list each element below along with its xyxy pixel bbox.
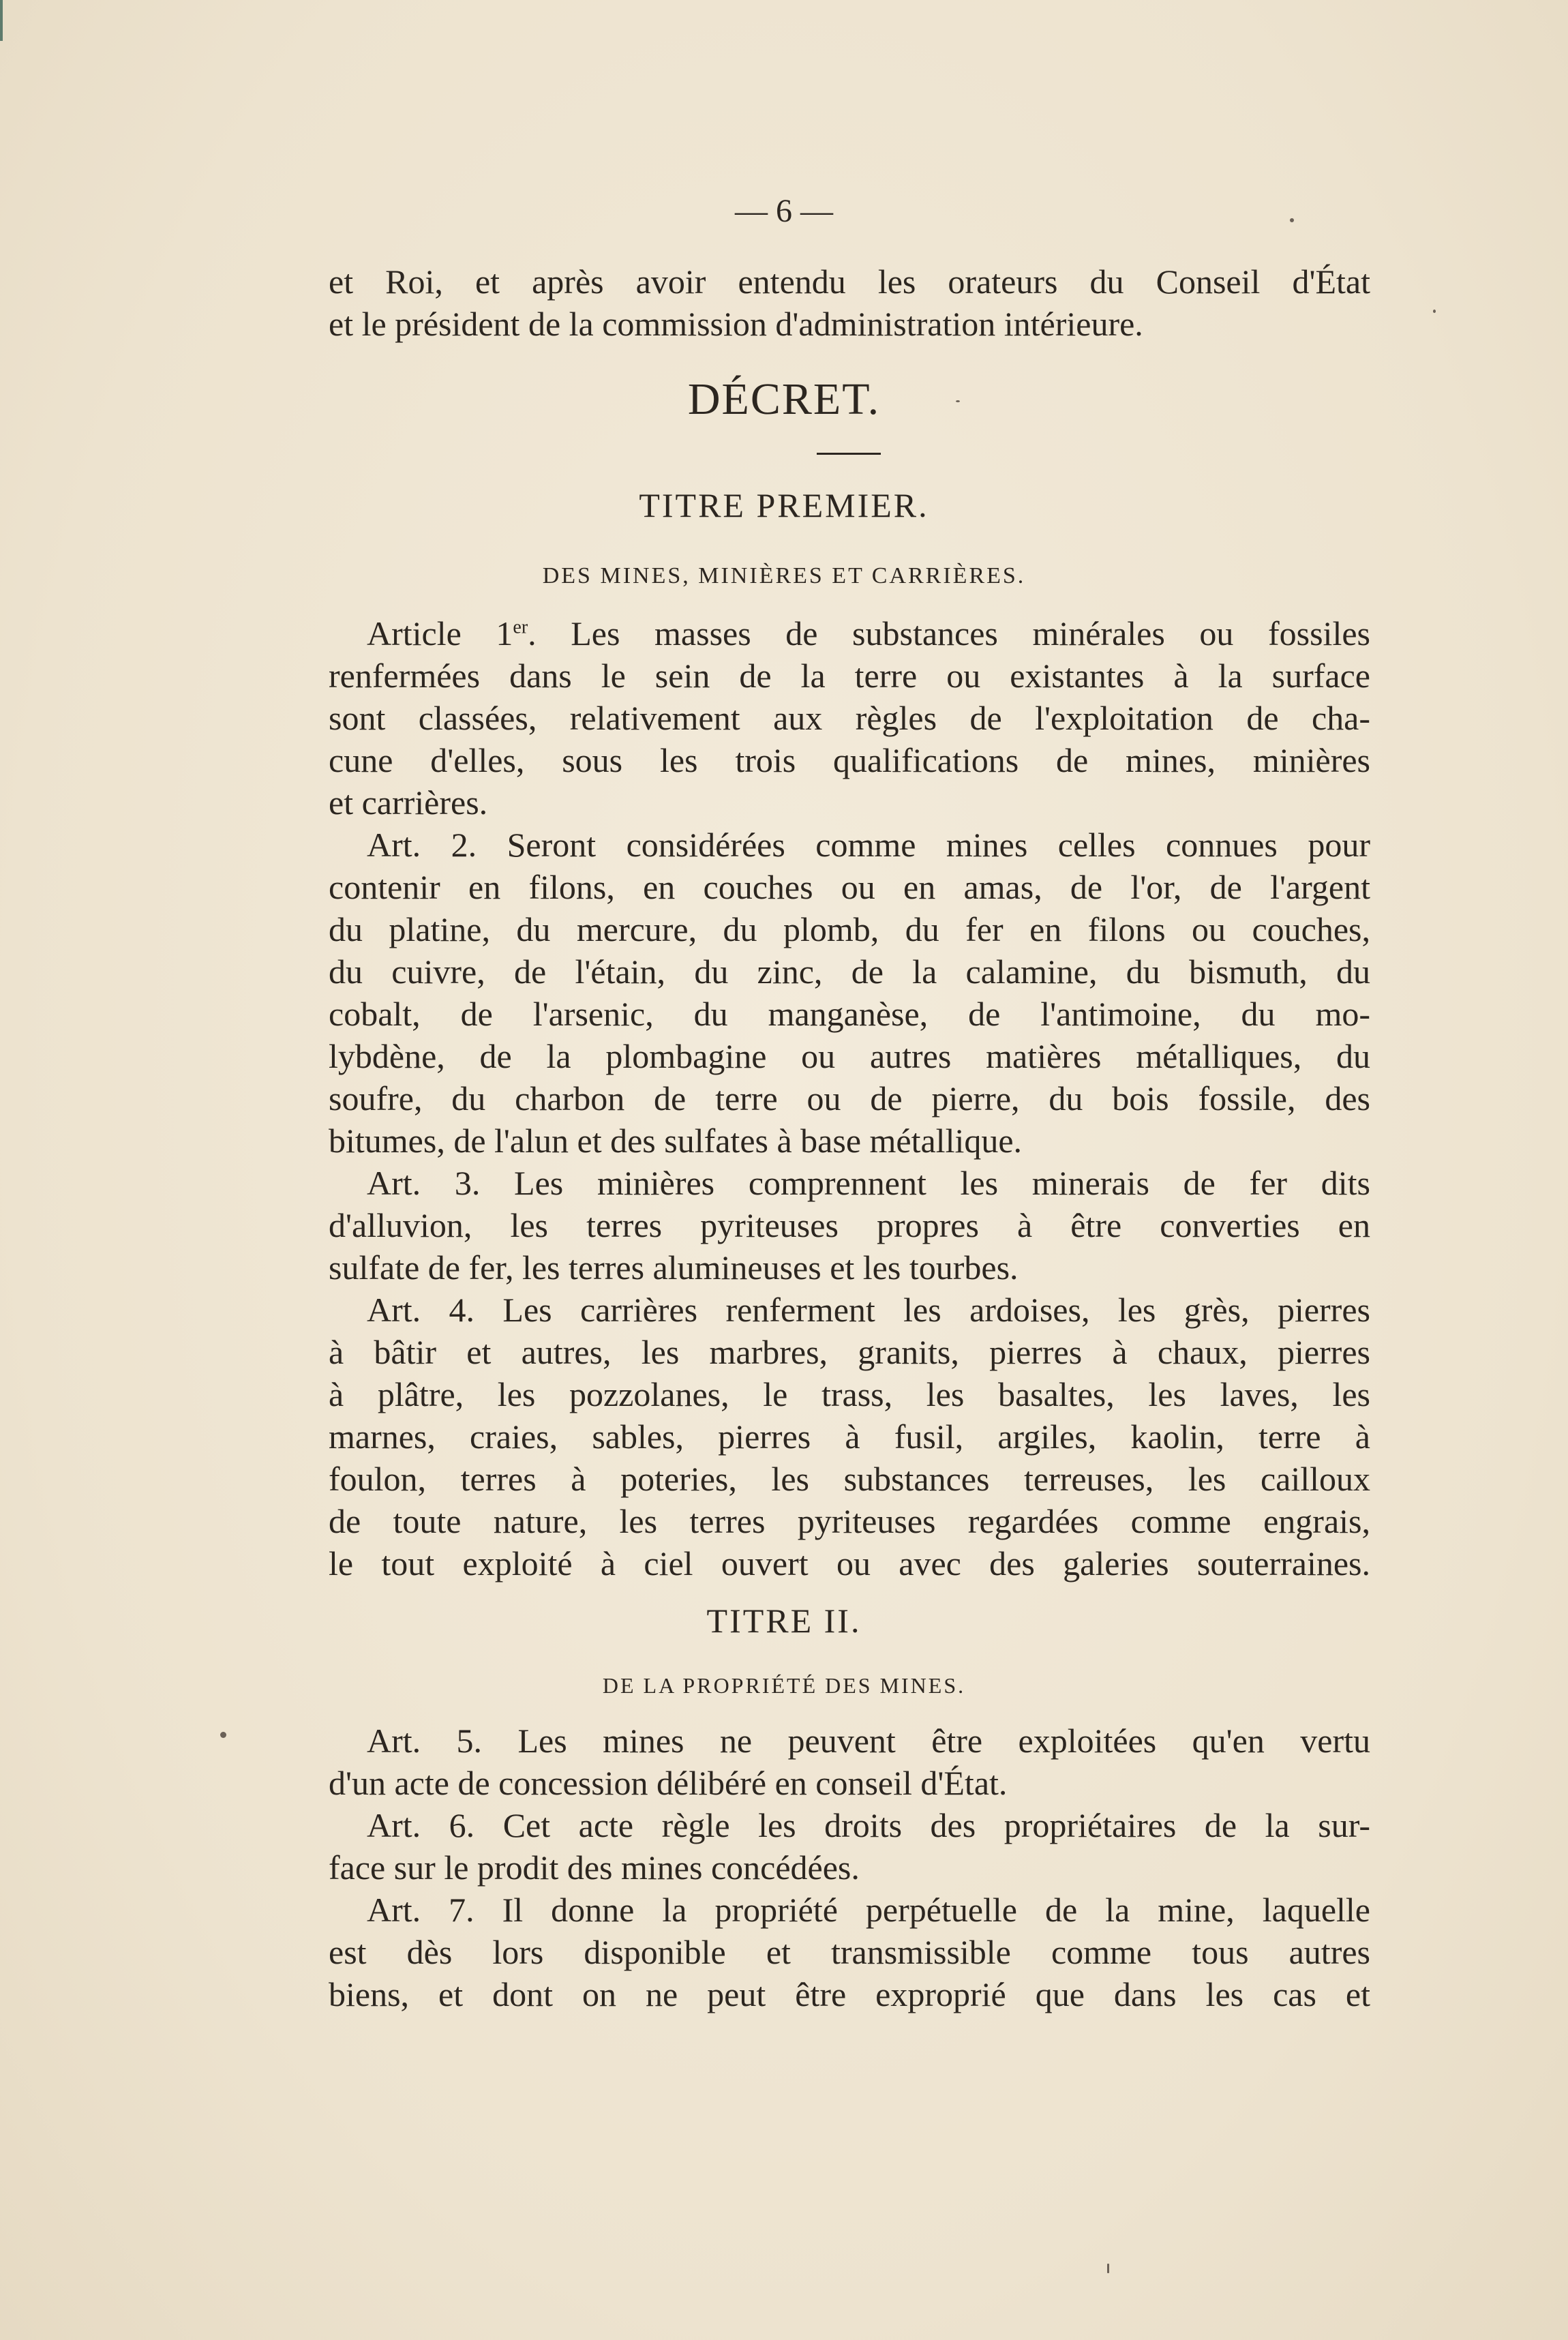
text-line: le tout exploité à ciel ouvert ou avec des galeries souterraines. [329, 1544, 1370, 1582]
paper-speck [1107, 2264, 1109, 2273]
intro-paragraph [329, 260, 1370, 345]
article-1-first-line-rest: . Les masses de substances minérales ou fossiles [528, 614, 1370, 652]
decree-heading: DÉCRET. [687, 374, 881, 424]
text-line: Art. 3. Les minières comprennent les minerais de fer dits [367, 1164, 1370, 1202]
text-line: Art. 5. Les mines ne peuvent être exploitées qu'en vertu [367, 1722, 1370, 1760]
paper-edge-mark [0, 0, 3, 41]
title-two-subheading: DE LA PROPRIÉTÉ DES MINES. [602, 1673, 966, 1698]
paper-speck [220, 1732, 226, 1738]
text-line: est dès lors disponible et transmissible comme tous autres [329, 1933, 1370, 1971]
text-line: foulon, terres à poteries, les substances terreuses, les cailloux [329, 1460, 1370, 1498]
text-line: à bâtir et autres, les marbres, granits, pierres à chaux, pierres [329, 1333, 1370, 1371]
text-line: sulfate de fer, les terres alumineuses et les tourbes. [329, 1248, 1019, 1287]
text-line: cune d'elles, sous les trois qualifications de mines, minières [329, 741, 1370, 779]
text-line: lybdène, de la plombagine ou autres matières métalliques, du [329, 1037, 1370, 1075]
text-line: de toute nature, les terres pyriteuses regardées comme engrais, [329, 1502, 1370, 1540]
text-line: cobalt, de l'arsenic, du manganèse, de l'antimoine, du mo- [329, 995, 1370, 1033]
heading-divider [817, 453, 881, 455]
text-line: renfermées dans le sein de la terre ou existantes à la surface [329, 657, 1370, 695]
text-line: sont classées, relativement aux règles de l'exploitation de cha- [329, 699, 1370, 737]
text-line: et Roi, et après avoir entendu les orateurs du Conseil d'État [329, 262, 1370, 301]
text-line: bitumes, de l'alun et des sulfates à base métallique. [329, 1122, 1023, 1160]
article-1-superscript: er [513, 616, 528, 638]
text-line: et carrières. [329, 783, 488, 822]
text-line: du platine, du mercure, du plomb, du fer en filons ou couches, [329, 910, 1370, 948]
text-line: Art. 7. Il donne la propriété perpétuelle de la mine, laquelle [367, 1891, 1370, 1929]
text-line: soufre, du charbon de terre ou de pierre, du bois fossile, des [329, 1079, 1370, 1118]
text-line: face sur le prodit des mines concédées. [329, 1848, 860, 1887]
text-line: biens, et dont on ne peut être exproprié que dans les cas et [329, 1975, 1370, 2013]
text-line: Art. 4. Les carrières renferment les ardoises, les grès, pierres [367, 1291, 1370, 1329]
title-two-heading: TITRE II. [706, 1602, 862, 1640]
text-line: contenir en filons, en couches ou en amas, de l'or, de l'argent [329, 868, 1370, 906]
articles-five-to-seven [329, 1720, 1370, 2015]
articles-one-to-four [329, 612, 1370, 1585]
text-line: et le président de la commission d'administration intérieure. [329, 305, 1143, 343]
text-line: Art. 6. Cet acte règle les droits des propriétaires de la sur- [367, 1806, 1370, 1844]
article-1-lead: Article 1 [367, 614, 513, 652]
paper-speck [1433, 310, 1436, 313]
text-line: d'alluvion, les terres pyriteuses propres à être converties en [329, 1206, 1370, 1244]
text-line: marnes, craies, sables, pierres à fusil, argiles, kaolin, terre à [329, 1418, 1370, 1456]
page-number: — 6 — [735, 193, 833, 229]
text-line: à plâtre, les pozzolanes, le trass, les basaltes, les laves, les [329, 1375, 1370, 1413]
text-line: Art. 2. Seront considérées comme mines celles connues pour [367, 826, 1370, 864]
article-1-first-line [329, 612, 1370, 655]
text-line: du cuivre, de l'étain, du zinc, de la calamine, du bismuth, du [329, 952, 1370, 991]
text-line: d'un acte de concession délibéré en conseil d'État. [329, 1764, 1008, 1802]
title-one-subheading: DES MINES, MINIÈRES ET CARRIÈRES. [542, 563, 1026, 588]
title-one-heading: TITRE PREMIER. [639, 486, 929, 524]
